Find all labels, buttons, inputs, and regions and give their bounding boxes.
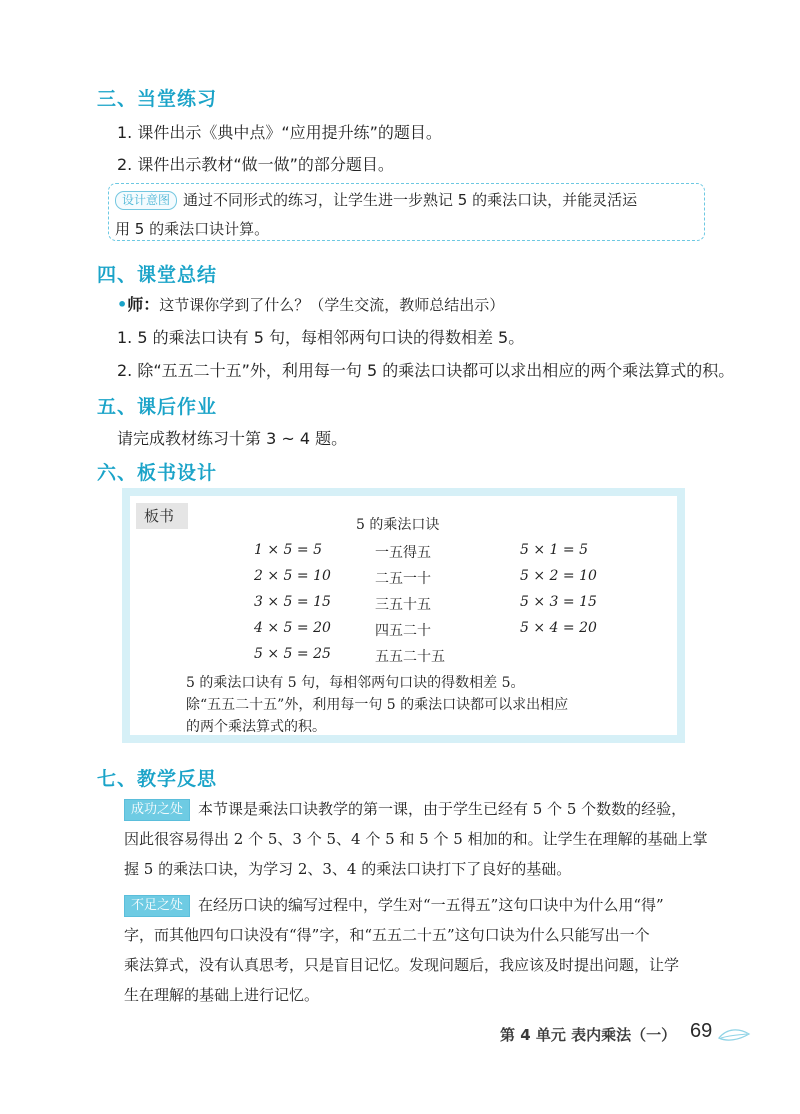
shortfall-line-3: 乘法算式，没有认真思考，只是盲目记忆。发现问题后，我应该及时提出问题，让学 [124, 956, 680, 974]
board-rhyme: 四五二十 [375, 623, 431, 639]
blackboard-inner [130, 496, 677, 735]
homework-text: 请完成教材练习十第 3 ~ 4 题。 [117, 429, 348, 448]
success-line-3: 握 5 的乘法口诀，为学习 2、3、4 的乘法口诀打下了良好的基础。 [124, 860, 572, 878]
design-intent-tag: 设计意图 [115, 191, 177, 210]
board-formula-left: 3 × 5 = 15 [254, 594, 331, 610]
board-rhyme: 三五十五 [375, 597, 431, 613]
blackboard-design [122, 488, 685, 743]
section4-heading: 四、课堂总结 [97, 264, 218, 286]
shortfall-line-1 [124, 894, 664, 917]
leaf-icon [717, 1026, 751, 1044]
board-rhyme: 二五一十 [375, 571, 431, 587]
board-formula-left: 2 × 5 = 10 [254, 568, 331, 584]
section6-heading: 六、板书设计 [97, 462, 218, 484]
board-formula-left: 1 × 5 = 5 [254, 542, 322, 558]
section4-item-2: 2. 除“五五二十五”外，利用每一句 5 的乘法口诀都可以求出相应的两个乘法算式的积。 [117, 361, 735, 380]
section3-heading: 三、当堂练习 [97, 88, 218, 110]
success-line-2: 因此很容易得出 2 个 5、3 个 5、4 个 5 和 5 个 5 相加的和。让学生在理解的基础上掌 [124, 830, 708, 848]
shortfall-text-1: 在经历口诀的编写过程中，学生对“一五得五”这句口诀中为什么用“得” [198, 896, 664, 914]
board-formula-right: 5 × 2 = 10 [520, 568, 597, 584]
success-line-1 [124, 798, 686, 821]
board-formula-right: 5 × 4 = 20 [520, 620, 597, 636]
section3-item-1: 1. 课件出示《典中点》“应用提升练”的题目。 [117, 123, 442, 142]
section5-heading: 五、课后作业 [97, 396, 218, 418]
design-intent-box [108, 183, 705, 241]
board-formula-left: 5 × 5 = 25 [254, 646, 331, 662]
design-intent-line-1 [115, 189, 637, 210]
page-number: 69 [690, 1020, 713, 1042]
board-summary-3: 的两个乘法算式的积。 [186, 719, 326, 735]
bullet-icon: • [117, 295, 128, 314]
success-text-1: 本节课是乘法口诀教学的第一课，由于学生已经有 5 个 5 个数数的经验， [198, 800, 687, 818]
section7-heading: 七、教学反思 [97, 768, 218, 790]
design-intent-line-2: 用 5 的乘法口诀计算。 [115, 220, 270, 238]
success-tag: 成功之处 [124, 799, 190, 821]
teacher-line [117, 292, 504, 315]
shortfall-line-2: 字，而其他四句口诀没有“得”字，和“五五二十五”这句口诀为什么只能写出一个 [124, 926, 650, 944]
board-formula-right: 5 × 1 = 5 [520, 542, 588, 558]
footer-unit: 第 4 单元 表内乘法（一） [500, 1026, 677, 1044]
teacher-text: 这节课你学到了什么？（学生交流，教师总结出示） [159, 296, 505, 314]
shortfall-tag: 不足之处 [124, 895, 190, 917]
board-formula-right: 5 × 3 = 15 [520, 594, 597, 610]
board-title: 5 的乘法口诀 [356, 517, 440, 533]
section4-item-1: 1. 5 的乘法口诀有 5 句，每相邻两句口诀的得数相差 5。 [117, 328, 525, 347]
board-rhyme: 五五二十五 [375, 649, 445, 665]
board-tag: 板书 [136, 503, 188, 529]
teacher-prefix: 师： [127, 295, 160, 314]
section3-item-2: 2. 课件出示教材“做一做”的部分题目。 [117, 155, 394, 174]
board-rhyme: 一五得五 [375, 545, 431, 561]
board-summary-2: 除“五五二十五”外，利用每一句 5 的乘法口诀都可以求出相应 [186, 697, 569, 713]
board-formula-left: 4 × 5 = 20 [254, 620, 331, 636]
board-summary-1: 5 的乘法口诀有 5 句，每相邻两句口诀的得数相差 5。 [186, 675, 525, 691]
shortfall-line-4: 生在理解的基础上进行记忆。 [124, 986, 320, 1004]
design-intent-text-1: 通过不同形式的练习，让学生进一步熟记 5 的乘法口诀，并能灵活运 [183, 191, 638, 209]
